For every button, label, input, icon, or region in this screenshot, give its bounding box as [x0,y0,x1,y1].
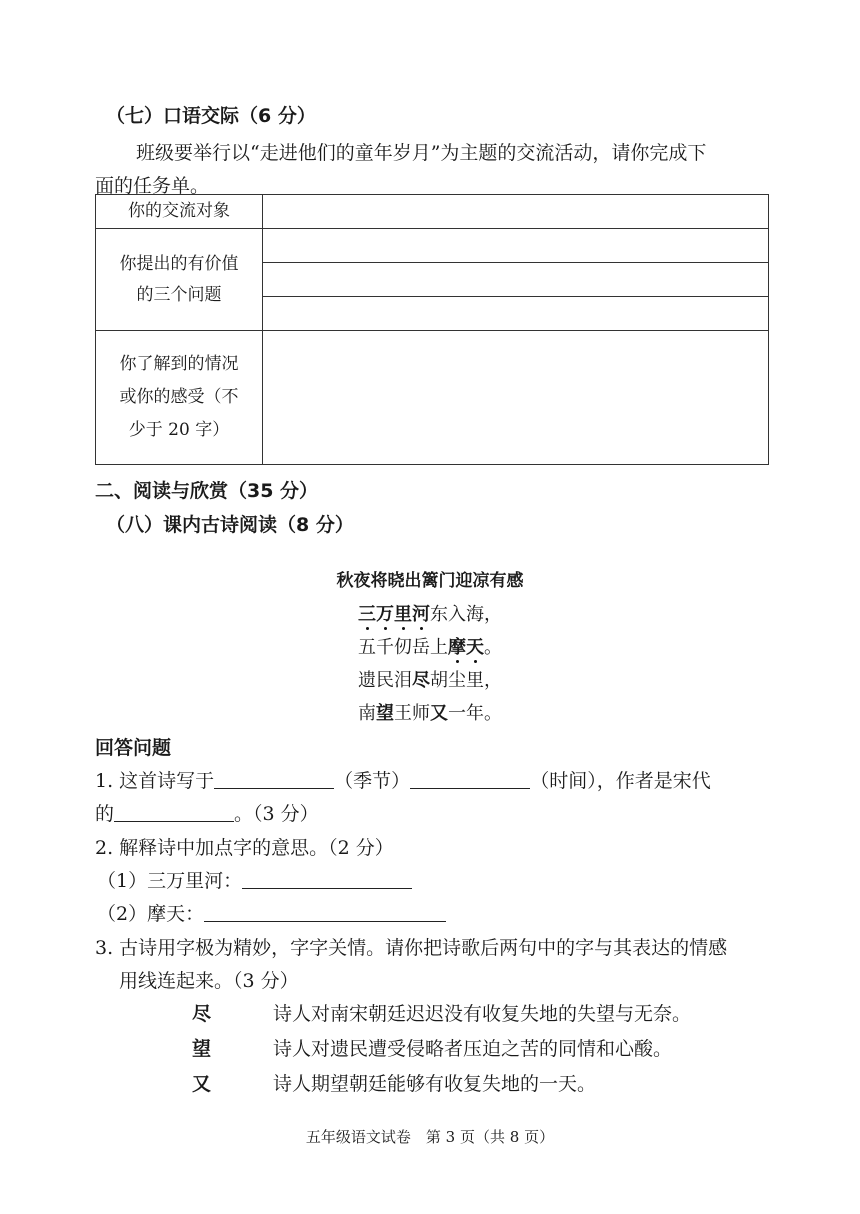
blank-author[interactable] [114,803,234,822]
label-questions: 你提出的有价值 的三个问题 [96,229,263,331]
match-meaning-1[interactable]: 诗人对南宋朝廷迟迟没有收复失地的失望与无奈。 [273,1003,692,1025]
answer-question-3[interactable] [263,297,769,331]
dotted-char: 摩 [448,633,466,659]
question-3-line1: 3. 古诗用字极为精妙，字字关情。请你把诗歌后两句中的字与其表达的情感 [95,937,728,959]
section-8-title: （八）课内古诗阅读（8 分） [106,514,354,536]
question-2-2: （2）摩天： [97,899,446,926]
blank-q2-1[interactable] [242,870,412,889]
answer-question-1[interactable] [263,229,769,263]
section-7-intro-line1: 班级要举行以“走进他们的童年岁月”为主题的交流活动，请你完成下 [136,142,707,164]
blank-season[interactable] [214,770,334,789]
page-footer: 五年级语文试卷 第 3 页（共 8 页） [305,1128,555,1146]
match-char-1[interactable]: 尽 [192,1003,212,1025]
question-1-line2: 的 。（3 分） [95,803,319,825]
dotted-char: 万 [376,600,394,626]
answer-feelings-cell[interactable] [263,331,769,465]
dotted-char: 三 [358,600,376,626]
section-7-title: （七）口语交际（6 分） [106,105,316,127]
label-feelings: 你了解到的情况 或你的感受（不 少于 20 字） [96,331,263,465]
task-table [95,194,769,465]
match-char-3[interactable]: 又 [192,1073,212,1095]
poem-line-3: 遗民泪尽胡尘里， [358,670,502,691]
dotted-char: 天 [466,633,484,659]
dotted-char: 里 [394,600,412,626]
dotted-char: 河 [412,600,430,626]
blank-time[interactable] [410,770,530,789]
label-target: 你的交流对象 [96,195,263,229]
poem-line-2: 五千仞岳上摩天。 [0,633,860,659]
match-meaning-3[interactable]: 诗人期望朝廷能够有收复失地的一天。 [273,1073,597,1095]
poem-line-4: 南望王师又一年。 [358,703,502,724]
poem-line-1: 三万里河东入海， [0,600,860,626]
question-3-line2: 用线连起来。（3 分） [119,970,299,992]
match-char-2[interactable]: 望 [192,1038,212,1060]
blank-q2-2[interactable] [204,903,446,922]
question-2: 2. 解释诗中加点字的意思。（2 分） [95,837,394,859]
question-1-line1: 1. 这首诗写于 （季节） （时间），作者是宋代 [95,770,711,792]
poem-title: 秋夜将晓出篱门迎凉有感 [336,571,524,591]
answer-question-2[interactable] [263,263,769,297]
emphasis-char: 尽 [412,670,430,691]
emphasis-char: 又 [430,703,448,724]
question-2-1: （1）三万里河： [97,866,412,893]
answer-target-cell[interactable] [263,195,769,229]
part-2-title: 二、阅读与欣赏（35 分） [95,480,319,502]
emphasis-char: 望 [376,703,394,724]
match-meaning-2[interactable]: 诗人对遗民遭受侵略者压迫之苦的同情和心酸。 [273,1038,673,1060]
section-7-intro-line2: 面的任务单。 [95,175,210,197]
questions-heading: 回答问题 [95,737,172,759]
